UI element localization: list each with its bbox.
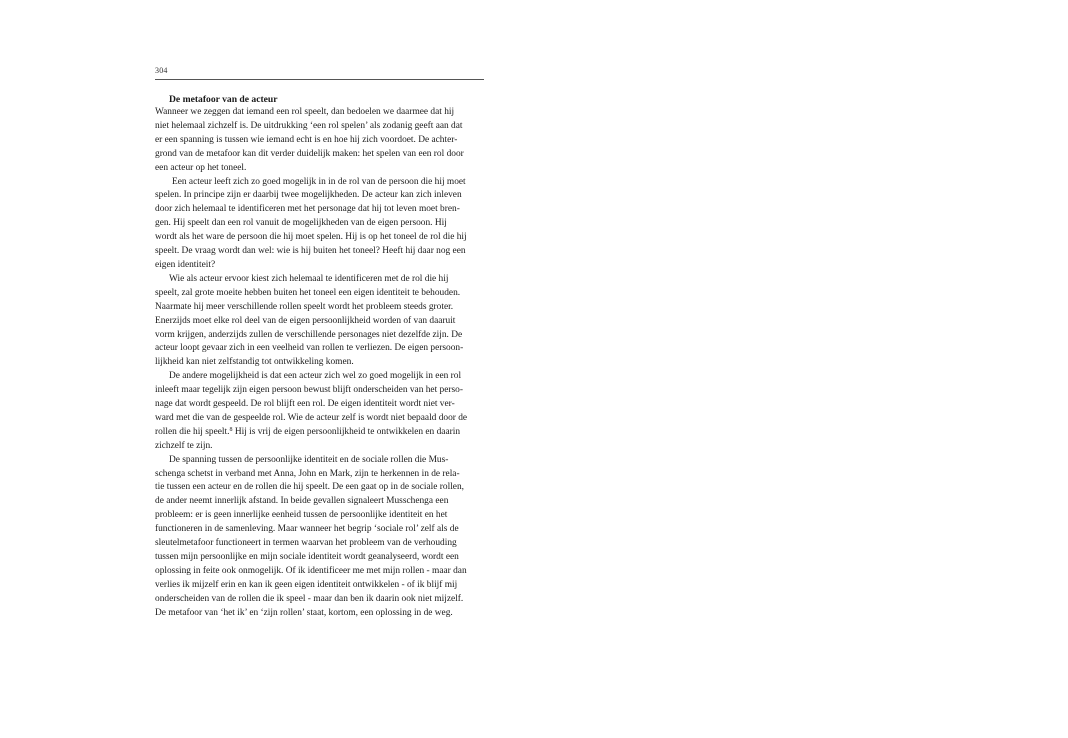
text-line: tussen mijn persoonlijke en mijn sociale identiteit wordt geanalyseerd, wordt een bbox=[155, 552, 459, 562]
text-line-with-footnote bbox=[155, 426, 484, 440]
paragraph-4 bbox=[155, 370, 484, 453]
text-line: Wanneer we zeggen dat iemand een rol speelt, dan bedoelen we daarmee dat hij bbox=[155, 107, 455, 117]
text-line: een acteur op het toneel. bbox=[155, 162, 247, 173]
text-line: vorm krijgen, anderzijds zullen de verschillende personages niet dezelfde zijn. De bbox=[155, 329, 463, 340]
text-line: er een spanning is tussen wie iemand echt is en hoe hij zich voordoet. De achter- bbox=[155, 134, 458, 145]
text-segment: rollen die hij speelt. bbox=[155, 426, 230, 437]
text-line: schenga schetst in verband met Anna, John en Mark, zijn te herkennen in de rela- bbox=[155, 468, 460, 479]
text-line: verlies ik mijzelf erin en kan ik geen eigen identiteit ontwikkelen - of ik blijf mij bbox=[155, 579, 458, 590]
text-line: probleem: er is geen innerlijke eenheid tussen de persoonlijke identiteit en het bbox=[155, 510, 448, 521]
text-line: speelt. De vraag wordt dan wel: wie is hij buiten het toneel? Heeft hij daar nog een bbox=[155, 246, 466, 257]
paragraph-5 bbox=[155, 454, 484, 621]
text-line: inleeft maar tegelijk zijn eigen persoon bewust blijft onderscheiden van het perso- bbox=[155, 385, 463, 396]
text-line: lijkheid kan niet zelfstandig tot ontwikkeling komen. bbox=[155, 357, 354, 368]
text-segment: Hij is vrij de eigen persoonlijkheid te ontwikkelen en daarin bbox=[232, 426, 461, 437]
text-line: functioneren in de samenleving. Maar wanneer het begrip ‘sociale rol’ zelf als de bbox=[155, 524, 459, 535]
footnote-marker[interactable]: 8 bbox=[229, 426, 233, 433]
text-line: grond van de metafoor kan dit verder duidelijk maken: het spelen van een rol door bbox=[155, 148, 464, 159]
text-line: De spanning tussen de persoonlijke identiteit en de sociale rollen die Mus- bbox=[169, 454, 449, 465]
text-line: gen. Hij speelt dan een rol vanuit de mogelijkheden van de eigen persoon. Hij bbox=[155, 218, 447, 229]
text-line: wordt als het ware de persoon die hij moet spelen. Hij is op het toneel de rol die hij bbox=[155, 232, 467, 243]
text-line: Enerzijds moet elke rol deel van de eigen persoonlijkheid worden of van daaruit bbox=[155, 315, 456, 326]
text-line: De andere mogelijkheid is dat een acteur zich wel zo goed mogelijk in een rol bbox=[169, 371, 462, 382]
text-line: niet helemaal zichzelf is. De uitdrukking ‘een rol spelen’ als zodanig geeft aan dat bbox=[155, 120, 463, 131]
text-line: eigen identiteit? bbox=[155, 259, 216, 270]
text-line: Een acteur leeft zich zo goed mogelijk in in de rol van de persoon die hij moet bbox=[172, 176, 466, 187]
text-line: Naarmate hij meer verschillende rollen speelt wordt het probleem steeds groter. bbox=[155, 301, 454, 312]
paragraph-2 bbox=[155, 176, 484, 273]
text-line: onderscheiden van de rollen die ik speel - maar dan ben ik daarin ook niet mijzelf. bbox=[155, 593, 464, 604]
paragraph-3 bbox=[155, 273, 484, 370]
text-line: oplossing in feite ook onmogelijk. Of ik identificeer me met mijn rollen - maar dan bbox=[155, 565, 467, 576]
text-line: ward met die van de gespeelde rol. Wie de acteur zelf is wordt niet bepaald door de bbox=[155, 412, 468, 423]
text-line: zichzelf te zijn. bbox=[155, 440, 213, 451]
section-title: De metafoor van de acteur bbox=[169, 94, 278, 105]
text-line: De metafoor van ‘het ik’ en ‘zijn rollen’ staat, kortom, een oplossing in de weg. bbox=[155, 607, 453, 618]
text-line: tie tussen een acteur en de rollen die hij speelt. De een gaat op in de sociale rollen, bbox=[155, 482, 464, 493]
text-line: acteur loopt gevaar zich in een veelheid van rollen te verliezen. De eigen persoon- bbox=[155, 343, 464, 354]
text-line: Wie als acteur ervoor kiest zich helemaal te identificeren met de rol die hij bbox=[169, 273, 449, 284]
header-rule bbox=[155, 79, 484, 80]
text-line: spelen. In principe zijn er daarbij twee mogelijkheden. De acteur kan zich inleven bbox=[155, 190, 462, 201]
paragraph-1 bbox=[155, 106, 484, 176]
text-line: de ander neemt innerlijk afstand. In beide gevallen signaleert Musschenga een bbox=[155, 496, 449, 507]
text-line: sleutelmetafoor functioneert in termen waarvan het probleem van de verhouding bbox=[155, 538, 457, 549]
text-line: speelt, zal grote moeite hebben buiten het toneel een eigen identiteit te behouden. bbox=[155, 287, 461, 298]
text-line: nage dat wordt gespeeld. De rol blijft een rol. De eigen identiteit wordt niet ver- bbox=[155, 399, 455, 410]
page-number: 304 bbox=[155, 66, 168, 75]
book-page bbox=[155, 66, 484, 621]
text-line: door zich helemaal te identificeren met het personage dat hij tot leven moet bren- bbox=[155, 204, 460, 215]
